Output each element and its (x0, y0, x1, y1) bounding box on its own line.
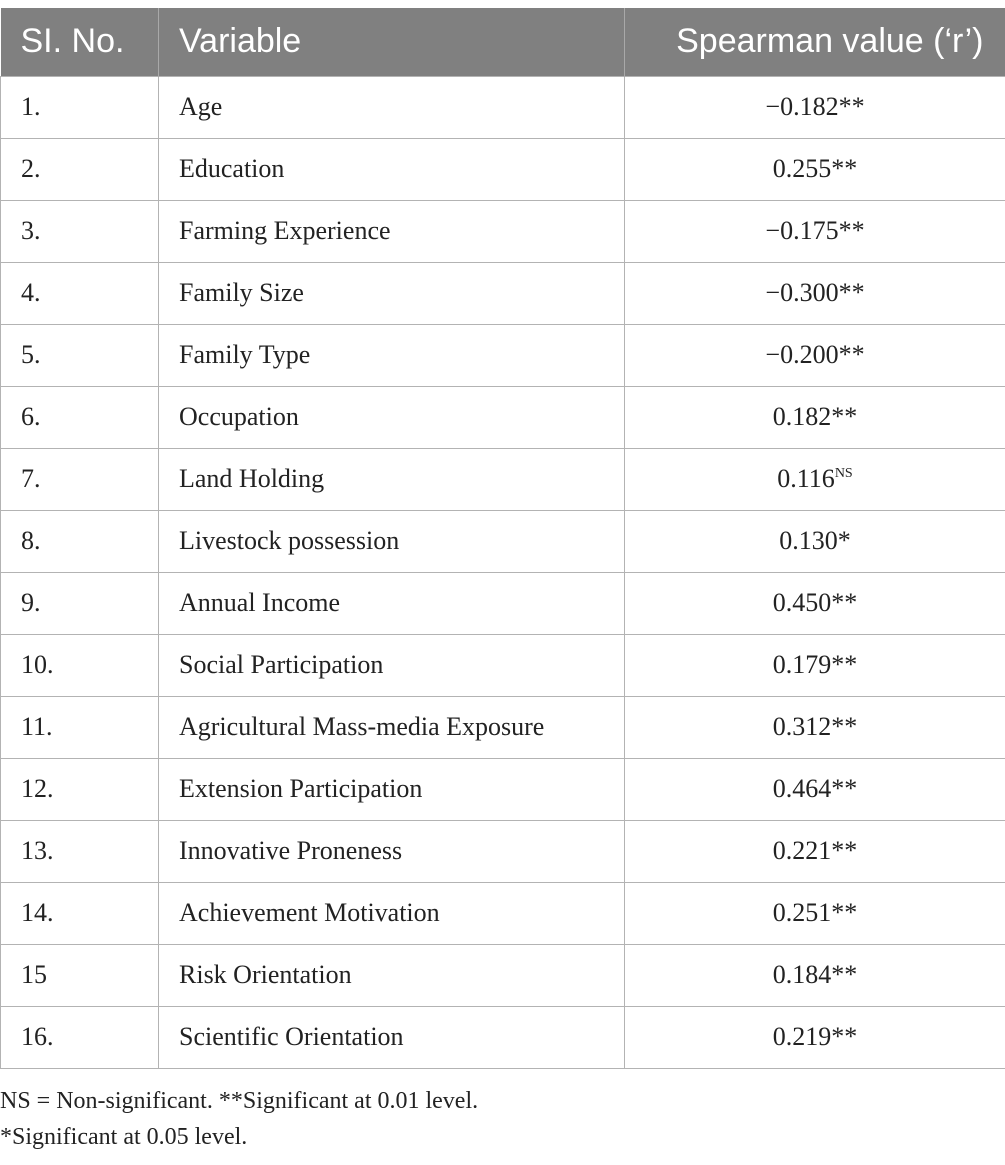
spearman-number: 0.464 (772, 774, 832, 803)
cell-variable: Social Participation (159, 634, 625, 696)
table-row (1, 510, 1005, 572)
significance-marker: ** (831, 774, 858, 803)
significance-marker: ** (831, 712, 858, 741)
cell-variable: Risk Orientation (159, 944, 625, 1006)
cell-sl-no: 9. (1, 572, 159, 634)
significance-marker: ** (838, 340, 865, 369)
cell-variable: Occupation (159, 386, 625, 448)
cell-spearman-value (625, 634, 1005, 696)
spearman-number: −0.175 (765, 216, 839, 245)
spearman-number: 0.184 (772, 960, 832, 989)
cell-spearman-value (625, 944, 1005, 1006)
footnote-significance: NS = Non-significant. **Significant at 0.01 level. (0, 1088, 479, 1114)
spearman-number: 0.116 (777, 464, 835, 493)
cell-sl-no: 11. (1, 696, 159, 758)
table-row (1, 882, 1005, 944)
table-row (1, 758, 1005, 820)
footnote-significance-005: *Significant at 0.05 level. (0, 1124, 248, 1150)
cell-variable: Education (159, 138, 625, 200)
table-row (1, 696, 1005, 758)
significance-marker: ** (831, 650, 858, 679)
cell-variable: Livestock possession (159, 510, 625, 572)
table-row (1, 262, 1005, 324)
significance-marker: ** (831, 402, 858, 431)
cell-variable: Innovative Proneness (159, 820, 625, 882)
cell-variable: Achievement Motivation (159, 882, 625, 944)
spearman-number: 0.221 (772, 836, 832, 865)
significance-marker: ** (831, 154, 858, 183)
cell-sl-no: 14. (1, 882, 159, 944)
cell-variable: Farming Experience (159, 200, 625, 262)
table-body (1, 76, 1005, 1068)
spearman-number: 0.130 (779, 526, 838, 555)
significance-marker: ** (831, 1022, 858, 1051)
cell-variable: Scientific Orientation (159, 1006, 625, 1068)
cell-spearman-value (625, 882, 1005, 944)
table-footnotes (0, 1083, 478, 1155)
table-row (1, 820, 1005, 882)
cell-spearman-value (625, 758, 1005, 820)
cell-sl-no: 13. (1, 820, 159, 882)
significance-marker: * (837, 526, 851, 555)
cell-spearman-value (625, 696, 1005, 758)
spearman-number: 0.312 (772, 712, 832, 741)
cell-variable: Family Size (159, 262, 625, 324)
cell-sl-no: 12. (1, 758, 159, 820)
cell-variable: Family Type (159, 324, 625, 386)
significance-marker: ** (831, 836, 858, 865)
cell-spearman-value (625, 76, 1005, 138)
spearman-number: 0.182 (772, 402, 832, 431)
header-spearman-value: Spearman value (‘r’) (625, 8, 1005, 76)
cell-sl-no: 5. (1, 324, 159, 386)
cell-spearman-value (625, 386, 1005, 448)
cell-spearman-value (625, 324, 1005, 386)
header-sl-no: SI. No. (20, 22, 125, 61)
table-row (1, 324, 1005, 386)
cell-variable: Age (159, 76, 625, 138)
cell-sl-no: 6. (1, 386, 159, 448)
cell-spearman-value (625, 820, 1005, 882)
header-row (1, 8, 1005, 76)
cell-variable: Agricultural Mass-media Exposure (159, 696, 625, 758)
significance-marker: ** (831, 960, 858, 989)
table-header (1, 8, 1005, 76)
table-row (1, 634, 1005, 696)
table-row (1, 386, 1005, 448)
table-row (1, 1006, 1005, 1068)
cell-sl-no: 15 (1, 944, 159, 1006)
cell-spearman-value (625, 448, 1005, 510)
cell-variable: Land Holding (159, 448, 625, 510)
spearman-number: 0.255 (772, 154, 832, 183)
correlation-table (0, 8, 1005, 1069)
table-row (1, 448, 1005, 510)
cell-sl-no: 8. (1, 510, 159, 572)
significance-marker: ** (838, 216, 865, 245)
cell-variable: Annual Income (159, 572, 625, 634)
cell-sl-no: 16. (1, 1006, 159, 1068)
significance-marker: ** (831, 898, 858, 927)
spearman-number: −0.182 (765, 92, 839, 121)
cell-sl-no: 3. (1, 200, 159, 262)
cell-spearman-value (625, 510, 1005, 572)
cell-sl-no: 1. (1, 76, 159, 138)
spearman-number: 0.179 (772, 650, 832, 679)
cell-spearman-value (625, 200, 1005, 262)
significance-superscript: NS (834, 466, 853, 481)
significance-marker: ** (838, 92, 865, 121)
cell-spearman-value (625, 572, 1005, 634)
table-row (1, 138, 1005, 200)
cell-variable: Extension Participation (159, 758, 625, 820)
spearman-number: −0.300 (765, 278, 839, 307)
spearman-number: 0.450 (772, 588, 832, 617)
cell-sl-no: 4. (1, 262, 159, 324)
table-row (1, 76, 1005, 138)
cell-sl-no: 2. (1, 138, 159, 200)
significance-marker: ** (838, 278, 865, 307)
cell-sl-no: 7. (1, 448, 159, 510)
spearman-number: −0.200 (765, 340, 839, 369)
header-variable: Variable (159, 8, 625, 76)
cell-sl-no: 10. (1, 634, 159, 696)
cell-spearman-value (625, 1006, 1005, 1068)
table-row (1, 572, 1005, 634)
spearman-number: 0.251 (772, 898, 832, 927)
table-row (1, 200, 1005, 262)
table-row (1, 944, 1005, 1006)
cell-spearman-value (625, 262, 1005, 324)
significance-marker: ** (831, 588, 858, 617)
spearman-number: 0.219 (772, 1022, 832, 1051)
cell-spearman-value (625, 138, 1005, 200)
